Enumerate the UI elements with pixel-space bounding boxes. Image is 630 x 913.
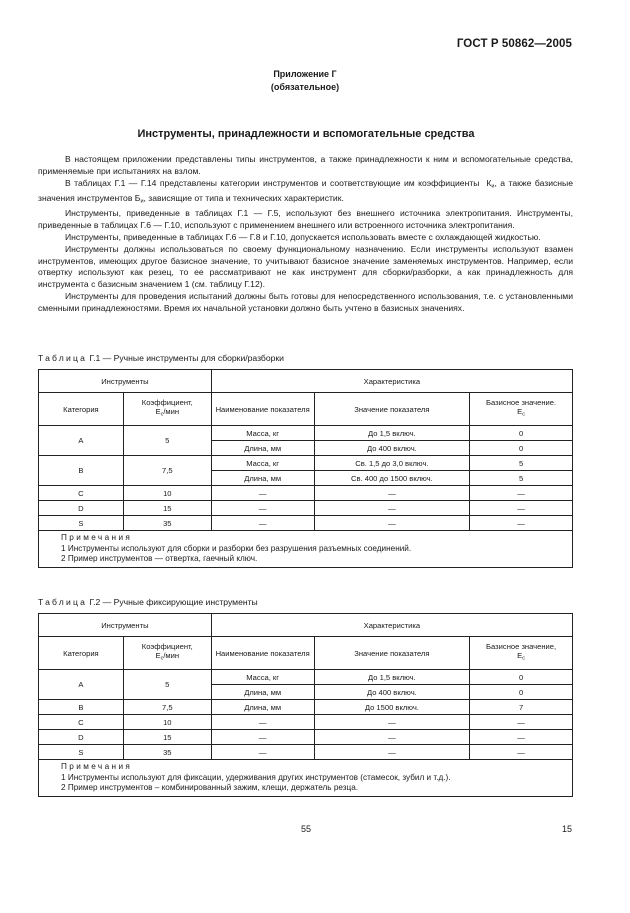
table-row: S 35 — — — — [39, 745, 573, 760]
table2 — [38, 613, 573, 797]
table1-caption: Таблица Г.1 — Ручные инструменты для сборки/разборки — [38, 353, 284, 363]
table1-header-category: Категория — [39, 393, 124, 426]
table-row: Длина, мм До 400 включ. 0 — [39, 685, 573, 700]
table1 — [38, 369, 573, 568]
table2-notes: Примечания 1 Инструменты используют для фиксации, удерживания других инструментов (стамесок, зубил и т.д.). 2 Пример инструментов – комбинированный зажим, клещи, держатель резца. — [39, 760, 573, 797]
table2-header-base-value: Базисное значение, $Е_с$ — [470, 637, 573, 670]
paragraph-4: Инструменты, приведенные в таблицах Г.6 — Г.8 и Г.10, допускается использовать вместе с охлаждающей жидкостью. — [65, 232, 541, 243]
table2-caption: Таблица Г.2 — Ручные фиксирующие инструменты — [38, 597, 258, 607]
paragraph-5: Инструменты должны использоваться по своему функциональному назначению. Если инструменты используют взамен инструментов, имеющих другое базисное значение, то учитывают базисное значение заменяемых инструментов. Например, если отвертку используют как резец, то ее рассматривают не как инструмент для сборки/разборки, а как принадлежность для инструмента с базисным значением 1 (см. таблицу Г.12). — [38, 244, 573, 289]
table1-notes: Примечания 1 Инструменты используют для сборки и разборки без разрушения разъемных соединений. 2 Пример инструментов — отвертка, гаечный ключ. — [39, 531, 573, 568]
appendix-title: Приложение Г — [273, 69, 337, 79]
table2-header-category: Категория — [39, 637, 124, 670]
table-row: S 35 — — — — [39, 516, 573, 531]
table1-header-indicator-value: Значение показателя — [314, 393, 470, 426]
body-text — [38, 154, 573, 315]
table-row: А 5 Масса, кг До 1,5 включ. 0 — [39, 426, 573, 441]
table-row: В 7,5 Масса, кг Св. 1,5 до 3,0 включ. 5 — [39, 456, 573, 471]
table2-header-instruments: Инструменты — [39, 614, 212, 637]
table1-header-base-value: Базисное значение. $Е_с$ — [470, 393, 573, 426]
table2-header-indicator-name: Наименование показателя — [211, 637, 314, 670]
table2-header-coefficient: Коэффициент, $Е_с$/мин — [123, 637, 211, 670]
table-row: С 10 — — — — [39, 486, 573, 501]
paragraph-3: Инструменты, приведенные в таблицах Г.1 — Г.5, используют без внешнего источника электропитания. Инструменты, приведенные в таблицах Г.6 — Г.10, используют с применением внешнего или встроенного источника электропитания. — [38, 208, 573, 230]
table1-header-indicator-name: Наименование показателя — [211, 393, 314, 426]
table1-header-characteristics: Характеристика — [211, 370, 572, 393]
standard-number: ГОСТ Р 50862—2005 — [456, 38, 572, 50]
table2-header-characteristics: Характеристика — [211, 614, 572, 637]
table-row: Длина, мм Св. 400 до 1500 включ. 5 — [39, 471, 573, 486]
paragraph-6: Инструменты для проведения испытаний должны быть готовы для непосредственного использования, т.е. с установленными сменными принадлежностями. Время их начальной установки должно быть учтено в базисных значениях. — [38, 291, 573, 313]
table-row: Длина, мм До 400 включ. 0 — [39, 441, 573, 456]
table-row: D 15 — — — — [39, 730, 573, 745]
paragraph-1: В настоящем приложении представлены типы инструментов, а также принадлежности к ним и вспомогательные средства, применяемые при испытаниях на взлом. — [38, 154, 573, 176]
table1-header-coefficient: Коэффициент, $Е_с$/мин — [123, 393, 211, 426]
paragraph-2: В таблицах Г.1 — Г.14 представлены категории инструментов и соответствующие им коэффициенты $К_и$, а также базисные значения инструментов $Б_и$, зависящие от типа и технических характеристик. — [38, 177, 574, 205]
section-title: Инструменты, принадлежности и вспомогательные средства — [137, 128, 475, 140]
table-row: А 5 Масса, кг До 1,5 включ. 0 — [39, 670, 573, 685]
page-number-center: 55 — [300, 824, 311, 834]
appendix-status: (обязательное) — [270, 82, 340, 92]
page-number-right: 15 — [561, 824, 572, 834]
table2-header-indicator-value: Значение показателя — [314, 637, 470, 670]
table-row: В 7,5 Длина, мм До 1500 включ. 7 — [39, 700, 573, 715]
table-row: С 10 — — — — [39, 715, 573, 730]
table-row: D 15 — — — — [39, 501, 573, 516]
table1-header-instruments: Инструменты — [39, 370, 212, 393]
